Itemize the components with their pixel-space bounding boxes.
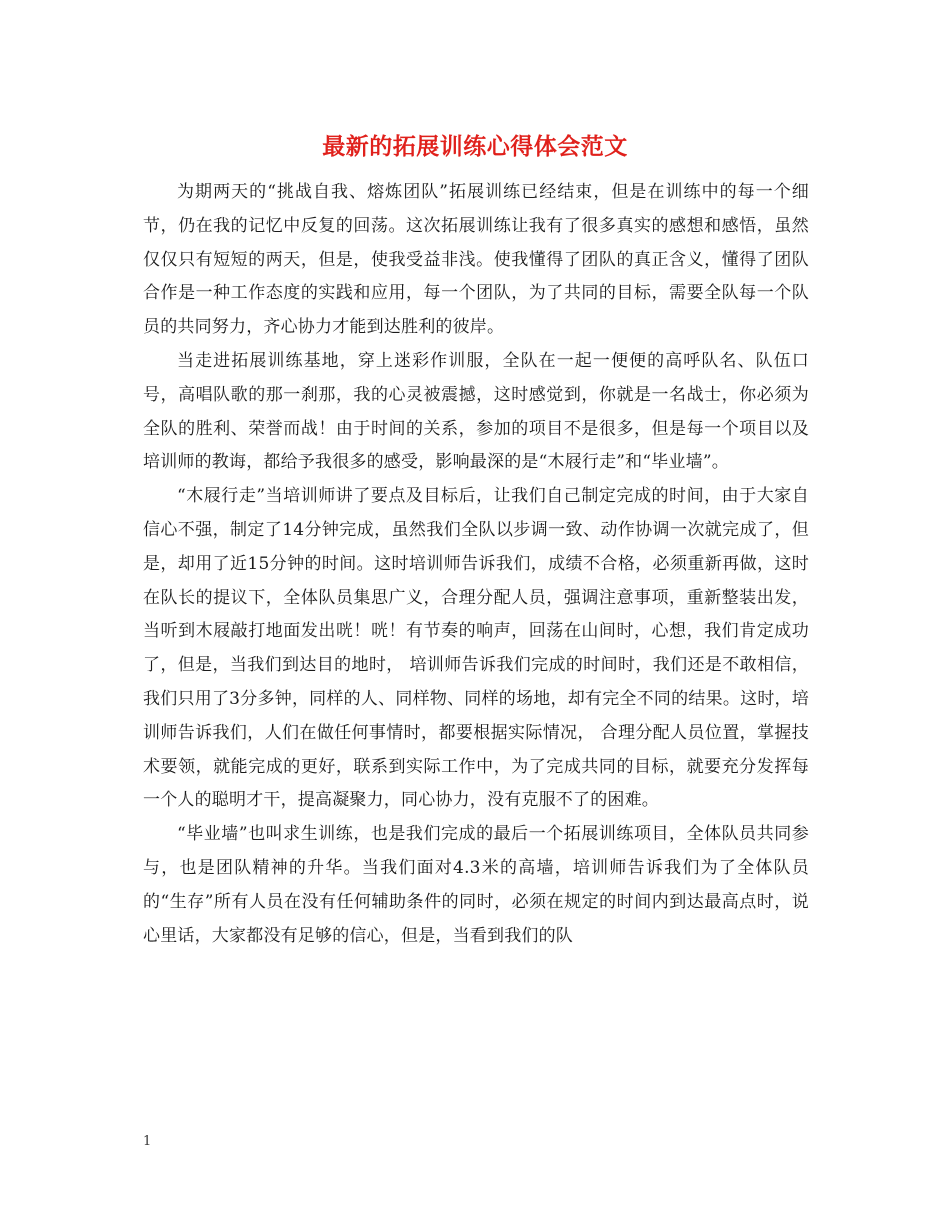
paragraph-1: 为期两天的“挑战自我、熔炼团队”拓展训练已经结束，但是在训练中的每一个细节，仍在我的记忆中反复的回荡。这次拓展训练让我有了很多真实的感想和感悟，虽然仅仅只有短短的两天，但是，使我受益非浅。使我懂得了团队的真正含义，懂得了团队合作是一种工作态度的实践和应用，每一个团队，为了共同的目标，需要全队每一个队员的共同努力，齐心协力才能到达胜利的彼岸。 xyxy=(143,182,809,338)
page-number: 1 xyxy=(143,1134,152,1149)
paragraph-3: “木屐行走”当培训师讲了要点及目标后，让我们自己制定完成的时间，由于大家自信心不强，制定了14分钟完成，虽然我们全队以步调一致、动作协调一次就完成了，但是，却用了近15分钟的时间。这时培训师告诉我们，成绩不合格，必须重新再做，这时在队长的提议下，全体队员集思广义，合理分配人员，强调注意事项，重新整装出发，当听到木屐敲打地面发出咣！咣！有节奏的响声，回荡在山间时，心想，我们肯定成功了，但是，当我们到达目的地时， 培训师告诉我们完成的时间时，我们还是不敢相信，我们只用了3分多钟，同样的人、同样物、同样的场地，却有完全不同的结果。这时，培训师告诉我们，人们在做任何事情时，都要根据实际情况， 合理分配人员位置，掌握技术要领，就能完成的更好，联系到实际工作中，为了完成共同的目标，就要充分发挥每一个人的聪明才干，提高凝聚力，同心协力，没有克服不了的困难。 xyxy=(143,486,809,811)
paragraph-4: “毕业墙”也叫求生训练，也是我们完成的最后一个拓展训练项目，全体队员共同参与，也是团队精神的升华。当我们面对4.3米的高墙，培训师告诉我们为了全体队员的“生存”所有人员在没有任何辅助条件的同时，必须在规定的时间内到达最高点时，说心里话，大家都没有足够的信心，但是，当看到我们的队 xyxy=(143,824,809,946)
document-body xyxy=(143,176,809,953)
paragraph-2: 当走进拓展训练基地，穿上迷彩作训服，全队在一起一便便的高呼队名、队伍口号，高唱队歌的那一刹那，我的心灵被震撼，这时感觉到，你就是一名战士，你必须为全队的胜利、荣誉而战！由于时间的关系，参加的项目不是很多，但是每一个项目以及培训师的教诲，都给予我很多的感受，影响最深的是“木屐行走”和“毕业墙”。 xyxy=(143,350,809,473)
document-title: 最新的拓展训练心得体会范文 xyxy=(322,133,628,160)
